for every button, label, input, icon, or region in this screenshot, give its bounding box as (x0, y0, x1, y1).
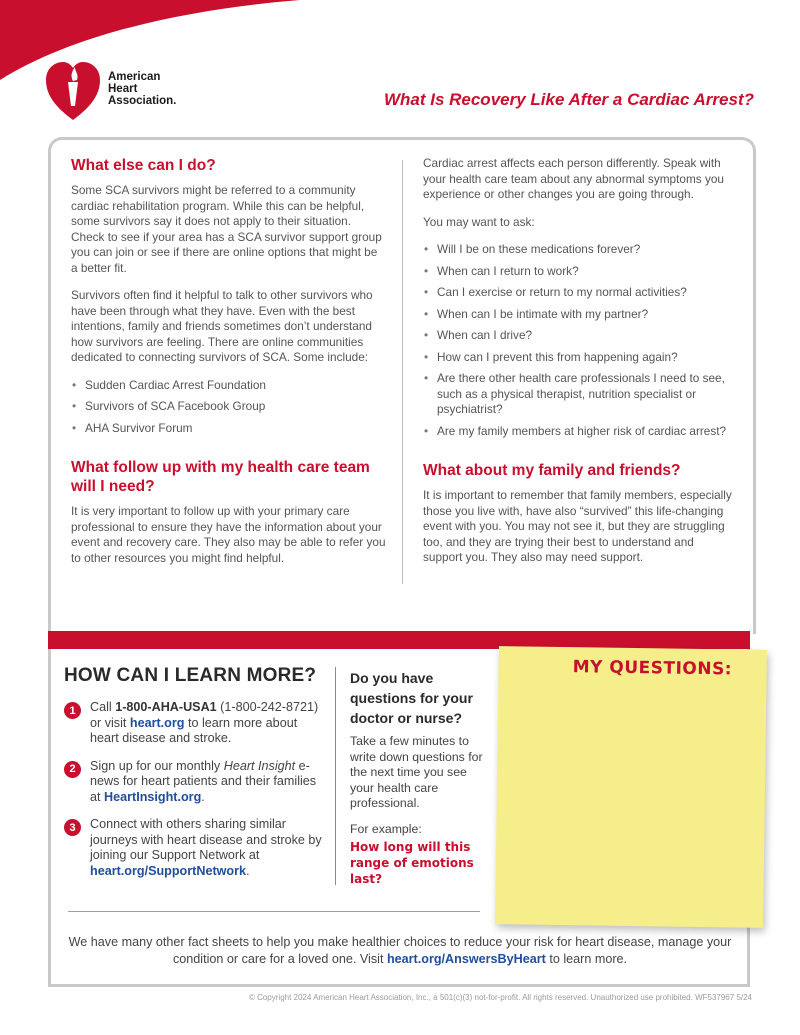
horizontal-divider (68, 911, 480, 912)
support-network-link[interactable]: heart.org/SupportNetwork (90, 863, 247, 878)
paragraph: Some SCA survivors might be referred to a community cardiac rehabilitation program. While this can be helpful, some survivors say it does not apply to their situation. Check to see if your area has a SCA survivor support group you can join or see if there are online options that might be a better fit. (71, 183, 382, 275)
list-item: • When can I return to work? (423, 264, 733, 280)
text: to learn more. (545, 952, 628, 966)
text: (1-800-242-8721) or visit (90, 700, 319, 730)
survivor-resources-list (71, 378, 386, 437)
list-item: • AHA Survivor Forum (71, 421, 386, 437)
wordmark-line: American (108, 71, 161, 83)
page-title: What Is Recovery Like After a Cardiac Arrest? (383, 90, 754, 109)
ask-doctor-box (350, 668, 485, 887)
paragraph: Survivors often find it helpful to talk to other survivors who have been through what they have. Even with the best intentions, family and friends sometimes don’t understand how survivors are feeling. There are online communities dedicated to connecting survivors of SCA. Some include: (71, 288, 373, 364)
step-number-badge: 3 (64, 819, 81, 836)
list-item: • Will I be on these medications forever? (423, 242, 733, 258)
text: Sign up for our monthly (90, 758, 224, 773)
text: to learn more about heart disease and stroke. (90, 715, 298, 745)
list-item: • Sudden Cardiac Arrest Foundation (71, 378, 386, 394)
step-number-badge: 2 (64, 761, 81, 778)
learn-more-item (64, 700, 324, 747)
section-heading: What about my family and friends? (423, 462, 681, 479)
learn-more-item (64, 759, 324, 806)
heart-torch-icon (44, 54, 102, 124)
text: . (201, 789, 205, 804)
learn-more-item (64, 817, 324, 879)
questions-list (423, 242, 733, 439)
section-heading: What else can I do? (71, 157, 216, 174)
paragraph: Cardiac arrest affects each person differently. Speak with your health care team about any abnormal symptoms you experience or other changes you are going through. (423, 156, 724, 201)
learn-more-text (90, 700, 324, 747)
list-item: • When can I drive? (423, 328, 733, 344)
list-item: • How can I prevent this from happening again? (423, 350, 733, 366)
left-column (71, 156, 386, 578)
my-questions-note[interactable] (495, 646, 767, 928)
note-title: MY QUESTIONS: (572, 657, 733, 680)
list-item: • Are there other health care professionals I need to see, such as a physical therapist, nutrition specialist or psychiatrist? (423, 371, 733, 418)
learn-more-text (90, 759, 324, 806)
learn-more-heading: HOW CAN I LEARN MORE? (64, 665, 317, 686)
text: We have many other fact sheets to help you make healthier choices to reduce your risk for heart disease, manage your condition or care for a loved one. Visit (68, 935, 732, 966)
text: Connect with others sharing similar journeys with heart disease and stroke by joining our Support Network at (90, 817, 322, 862)
copyright-notice: © Copyright 2024 American Heart Association, Inc., a 501(c)(3) not-for-profit. All rights reserved. Unauthorized use prohibited. WF537967 5/24 (248, 993, 752, 1002)
answers-by-heart-link[interactable]: heart.org/AnswersByHeart (386, 952, 546, 966)
example-question: How long will this range of emotions last? (350, 840, 474, 886)
learn-more-text (90, 817, 324, 879)
right-column (423, 156, 733, 578)
list-item: • Survivors of SCA Facebook Group (71, 399, 386, 415)
learn-more-list (64, 700, 324, 891)
paragraph: It is very important to follow up with your primary care professional to ensure they have the information about your event and recovery care. They also may be able to refer you to other resources you might find helpful. (71, 504, 386, 565)
list-item: • Can I exercise or return to my normal activities? (423, 285, 733, 301)
list-item: • When can I be intimate with my partner? (423, 307, 733, 323)
footer-message (60, 934, 740, 968)
learn-divider (335, 667, 336, 885)
paragraph: You may want to ask: (423, 214, 535, 229)
wordmark-line: Heart (108, 83, 138, 95)
text: . (246, 863, 250, 878)
text: Call (90, 700, 116, 714)
heart-org-link[interactable]: heart.org (129, 715, 185, 730)
aha-wordmark (108, 71, 176, 107)
heart-insight-link[interactable]: HeartInsight.org (104, 789, 202, 804)
list-item: • Are my family members at higher risk of cardiac arrest? (423, 424, 733, 440)
column-divider (402, 160, 403, 584)
ask-text: Take a few minutes to write down questions for the next time you see your health care professional. (350, 734, 483, 810)
step-number-badge: 1 (64, 702, 81, 719)
aha-logo[interactable] (44, 54, 176, 124)
wordmark-line: Association. (108, 95, 177, 107)
section-heading: What follow up with my health care team will I need? (71, 459, 370, 495)
text: e-news for heart patients and their families at (90, 758, 317, 804)
ask-heading: Do you have questions for your doctor or nurse? (350, 670, 473, 726)
red-divider-band (48, 631, 750, 649)
example-label: For example: (350, 821, 422, 836)
paragraph: It is important to remember that family members, especially those you live with, have also “survived” this life-changing event with you. You may not see it, but they are struggling too, and they are trying their best to understand and support you. They also may need support. (423, 488, 732, 564)
publication-name: Heart Insight (223, 758, 296, 773)
phone-number[interactable]: 1-800-AHA-USA1 (115, 700, 217, 714)
